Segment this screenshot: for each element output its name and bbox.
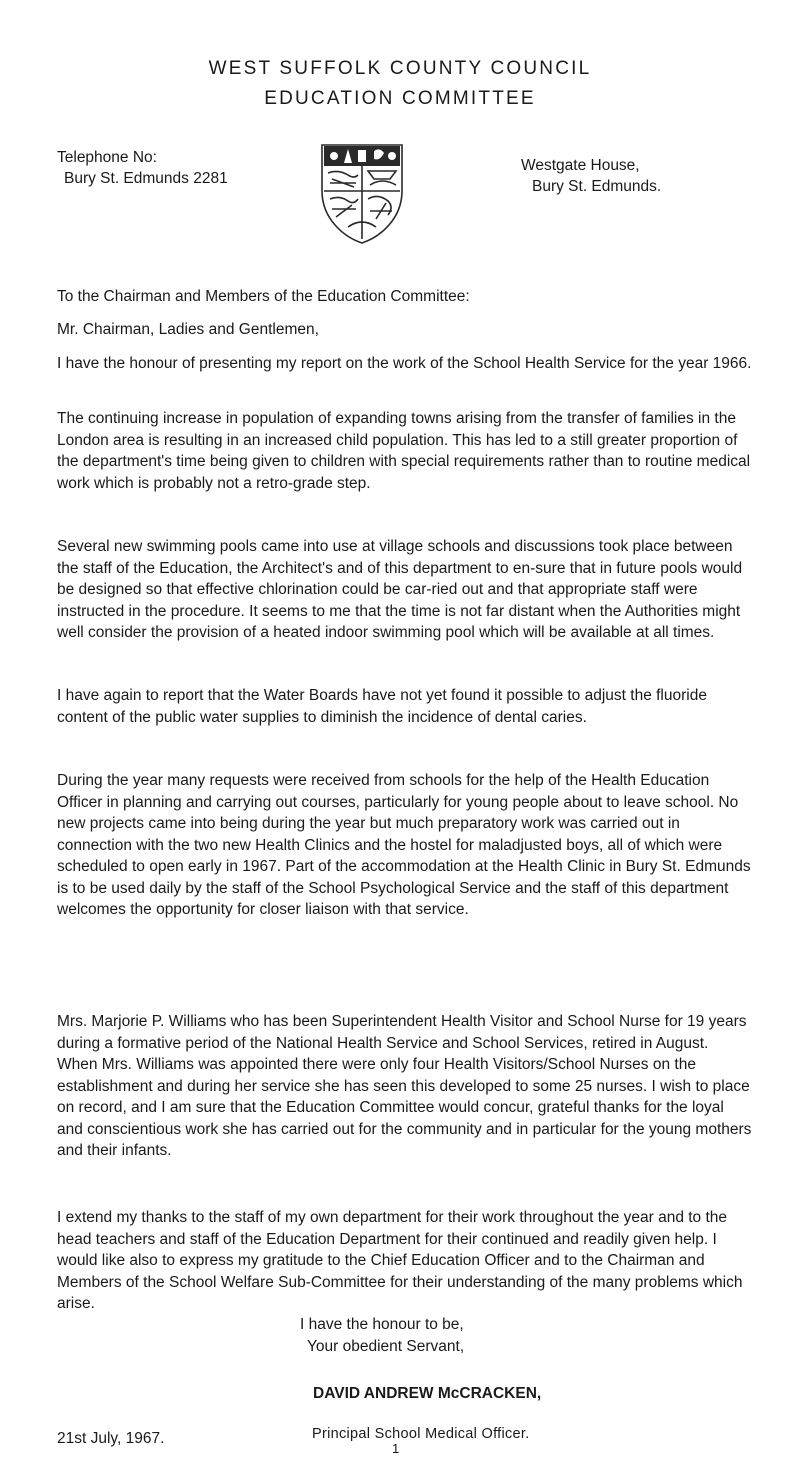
telephone-label: Telephone No: [57, 149, 157, 166]
paragraph-text: I have the honour of presenting my report on the work of the School Health Service for the year 1966. [57, 355, 752, 372]
committee-title: EDUCATION COMMITTEE [264, 88, 536, 109]
paragraph-intro [57, 353, 752, 375]
closing-line-2: Your obedient Servant, [307, 1338, 465, 1355]
paragraph-text: During the year many requests were received from schools for the help of the Health Education Officer in planning and carrying out courses, particularly for young people about to leave school. No new projects came into being during the year but much preparatory work was carried out in connection with the two new Health Clinics and the hostel for maladjusted boys, all of which were scheduled to open early in 1967. Part of the accommodation at the Health Clinic in Bury St. Edmunds is to be used daily by the staff of the School Psychological Service and the staff of this department welcomes the opportunity for closer liaison with that service. [57, 772, 751, 918]
paragraph-thanks [57, 1207, 752, 1315]
county-crest-icon [318, 139, 406, 247]
paragraph-health-education [57, 770, 752, 921]
paragraph-text: Several new swimming pools came into use at village schools and discussions took place between the staff of the Education, the Architect's and of this department to en-sure that in future pools would be designed so that effective chlorination could be car-ried out and that appropriate staff were instructed in the procedure. It seems to me that the time is not far distant when the Authorities might well consider the provision of a heated indoor swimming pool which will be available at all times. [57, 538, 743, 641]
signature-name: DAVID ANDREW McCRACKEN, [313, 1385, 542, 1402]
telephone-value: Bury St. Edmunds 2281 [64, 170, 228, 187]
paragraph-text: I have again to report that the Water Boards have not yet found it possible to adjust the fluoride content of the public water supplies to diminish the incidence of dental caries. [57, 687, 707, 726]
paragraph-text: I extend my thanks to the staff of my own department for their work throughout the year and to the head teachers and staff of the Education Department for their continued and readily given help. I would like also to express my gratitude to the Chief Education Officer and to the Chairman and Members of the School Welfare Sub-Committee for their understanding of the many problems which arise. [57, 1209, 743, 1312]
signature-title: Principal School Medical Officer. [312, 1426, 530, 1442]
paragraph-text: Mrs. Marjorie P. Williams who has been Superintendent Health Visitor and School Nurse for 19 years during a formative period of the National Health Service and School Services, retired in August. When Mrs. Williams was appointed there were only four Health Visitors/School Nurses on the establishment and during her service she has seen this developed to some 25 nurses. I wish to place on record, and I am sure that the Education Committee would concur, grateful thanks for the loyal and conscientious work she has carried out for the community and in particular for the young mothers and their infants. [57, 1013, 752, 1159]
paragraph-population [57, 408, 752, 494]
council-title: WEST SUFFOLK COUNTY COUNCIL [208, 58, 592, 79]
salutation: To the Chairman and Members of the Education Committee: [57, 288, 470, 305]
telephone-block [57, 147, 228, 189]
paragraph-retirement [57, 1011, 752, 1162]
page-number: 1 [392, 1441, 400, 1456]
paragraph-fluoride [57, 685, 752, 728]
paragraph-text: The continuing increase in population of expanding towns arising from the transfer of families in the London area is resulting in an increased child population. This has led to a still greater proportion of the department's time being given to children with special requirements rather than to routine medical work which is probably not a retro-grade step. [57, 410, 751, 492]
letter-date: 21st July, 1967. [57, 1430, 165, 1447]
closing-line-1: I have the honour to be, [300, 1316, 464, 1333]
address-line-1: Westgate House, [521, 157, 640, 174]
address-line-2: Bury St. Edmunds. [532, 178, 662, 195]
paragraph-swimming-pools [57, 536, 752, 644]
greeting: Mr. Chairman, Ladies and Gentlemen, [57, 321, 319, 338]
address-block [521, 155, 661, 197]
